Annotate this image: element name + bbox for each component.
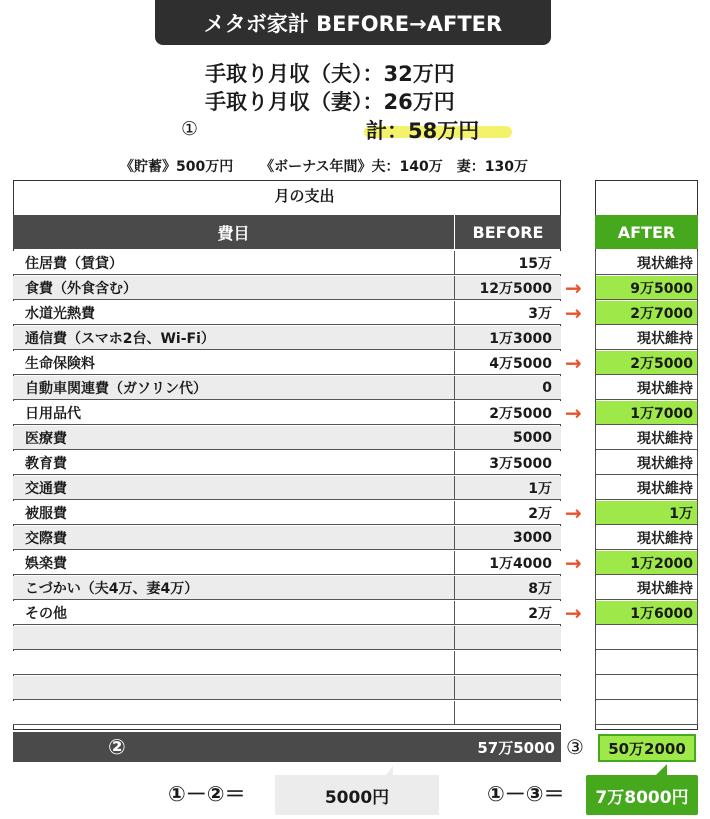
row-before-value: 12万5000 — [455, 276, 561, 300]
savings-deposit: 《貯蓄》500万円 — [120, 159, 234, 175]
result-2: 7万8000円 — [586, 775, 698, 815]
row-after-value: 現状維持 — [595, 251, 698, 275]
after-total-marker: ③ — [566, 735, 584, 759]
arrow-right-icon: → — [565, 301, 582, 325]
row-after-value: 現状維持 — [595, 451, 698, 475]
arrow-right-icon: → — [565, 601, 582, 625]
row-item-name: 住居費（賃貸） — [13, 251, 455, 275]
row-before-value: 0 — [455, 376, 561, 400]
row-item-name — [13, 701, 455, 725]
row-item-name: 日用品代 — [13, 401, 455, 425]
income-marker: ① — [181, 118, 199, 140]
row-item-name: 医療費 — [13, 426, 455, 450]
row-after-value: 1万6000 — [595, 601, 698, 625]
row-before-value: 2万 — [455, 601, 561, 625]
row-after-value — [595, 626, 698, 650]
table-caption: 月の支出 — [274, 187, 335, 205]
arrow-right-icon: → — [565, 276, 582, 300]
arrow-right-icon: → — [565, 401, 582, 425]
row-after-value: 現状維持 — [595, 326, 698, 350]
row-before-value: 8万 — [455, 576, 561, 600]
row-after-value: 1万 — [595, 501, 698, 525]
row-before-value — [455, 701, 561, 725]
row-item-name: 教育費 — [13, 451, 455, 475]
row-before-value: 1万4000 — [455, 551, 561, 575]
row-item-name — [13, 626, 455, 650]
row-item-name: 通信費（スマホ2台、Wi-Fi） — [13, 326, 455, 350]
row-before-value — [455, 676, 561, 700]
row-item-name — [13, 651, 455, 675]
arrow-right-icon: → — [565, 501, 582, 525]
equation-2: ①－③＝ — [487, 782, 565, 806]
row-item-name — [13, 676, 455, 700]
page-title: メタボ家計 BEFORE→AFTER — [155, 0, 551, 45]
row-after-value: 9万5000 — [595, 276, 698, 300]
row-item-name: こづかい（夫4万、妻4万） — [13, 576, 455, 600]
savings-bonus: 《ボーナス年間》夫：140万 妻：130万 — [260, 159, 528, 175]
row-item-name: 被服費 — [13, 501, 455, 525]
husband-income: 手取り月収（夫）：32万円 — [205, 62, 455, 86]
row-after-value: 2万5000 — [595, 351, 698, 375]
row-before-value: 3万5000 — [455, 451, 561, 475]
row-after-value: 1万7000 — [595, 401, 698, 425]
row-after-value — [595, 701, 698, 725]
after-total: 50万2000 — [598, 734, 696, 762]
row-before-value: 1万 — [455, 476, 561, 500]
result-1: 5000円 — [275, 775, 439, 815]
row-after-value: 現状維持 — [595, 526, 698, 550]
row-after-value — [595, 676, 698, 700]
wife-income: 手取り月収（妻）：26万円 — [205, 90, 455, 114]
arrow-right-icon: → — [565, 551, 582, 575]
row-item-name: 食費（外食含む） — [13, 276, 455, 300]
row-after-value: 1万2000 — [595, 551, 698, 575]
header-item: 費目 — [13, 215, 454, 249]
row-item-name: 娯楽費 — [13, 551, 455, 575]
row-item-name: 自動車関連費（ガソリン代） — [13, 376, 455, 400]
row-after-value: 現状維持 — [595, 426, 698, 450]
row-before-value — [455, 651, 561, 675]
row-after-value — [595, 651, 698, 675]
header-after: AFTER — [595, 215, 698, 249]
equation-1: ①－②＝ — [168, 782, 246, 806]
row-item-name: 交通費 — [13, 476, 455, 500]
arrow-right-icon: → — [565, 351, 582, 375]
row-before-value: 15万 — [455, 251, 561, 275]
row-item-name: 生命保険料 — [13, 351, 455, 375]
row-item-name: その他 — [13, 601, 455, 625]
row-before-value: 2万 — [455, 501, 561, 525]
row-after-value: 現状維持 — [595, 476, 698, 500]
row-after-value: 現状維持 — [595, 376, 698, 400]
row-item-name: 交際費 — [13, 526, 455, 550]
row-before-value: 2万5000 — [455, 401, 561, 425]
row-before-value: 3万 — [455, 301, 561, 325]
row-after-value: 現状維持 — [595, 576, 698, 600]
row-before-value: 4万5000 — [455, 351, 561, 375]
savings-line — [120, 156, 550, 176]
row-before-value: 5000 — [455, 426, 561, 450]
row-before-value: 1万3000 — [455, 326, 561, 350]
before-total-marker: ② — [108, 735, 126, 759]
header-before: BEFORE — [455, 215, 561, 249]
row-item-name: 水道光熱費 — [13, 301, 455, 325]
total-income: 計：58万円 — [366, 119, 480, 143]
before-total-bar — [13, 732, 561, 762]
before-total: 57万5000 — [477, 738, 555, 757]
row-before-value: 3000 — [455, 526, 561, 550]
row-before-value — [455, 626, 561, 650]
row-after-value: 2万7000 — [595, 301, 698, 325]
